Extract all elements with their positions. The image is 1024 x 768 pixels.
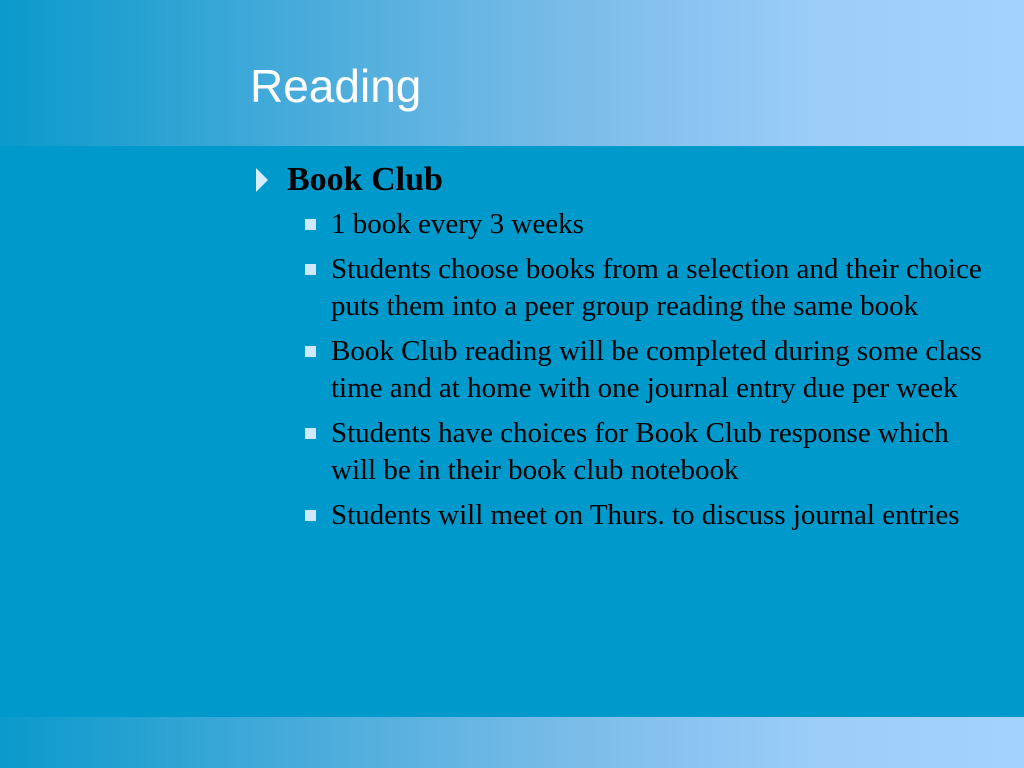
section-heading: Book Club (287, 161, 443, 198)
bullet-text: Students will meet on Thurs. to discuss journal entries (331, 499, 960, 531)
section-heading-item (250, 160, 1000, 200)
list-item (250, 415, 991, 489)
bullet-text: Students have choices for Book Club response which will be in their book club notebook (331, 417, 949, 486)
list-item (250, 497, 991, 534)
list-item (250, 206, 991, 243)
bullet-list (250, 206, 1000, 534)
square-bullet-icon (305, 219, 316, 230)
bullet-text: Book Club reading will be completed during some class time and at home with one journal entry due per week (331, 335, 982, 404)
footer-band (0, 717, 1024, 768)
slide-content (250, 160, 1000, 542)
square-bullet-icon (305, 346, 316, 357)
list-item (250, 333, 991, 407)
bullet-text: Students choose books from a selection and their choice puts them into a peer group reading the same book (331, 253, 982, 322)
square-bullet-icon (305, 264, 316, 275)
list-item (250, 251, 991, 325)
square-bullet-icon (305, 510, 316, 521)
slide-title: Reading (250, 60, 422, 112)
bullet-text: 1 book every 3 weeks (331, 208, 584, 240)
title-band (0, 0, 1024, 146)
square-bullet-icon (305, 428, 316, 439)
arrow-bullet-icon (256, 168, 268, 192)
